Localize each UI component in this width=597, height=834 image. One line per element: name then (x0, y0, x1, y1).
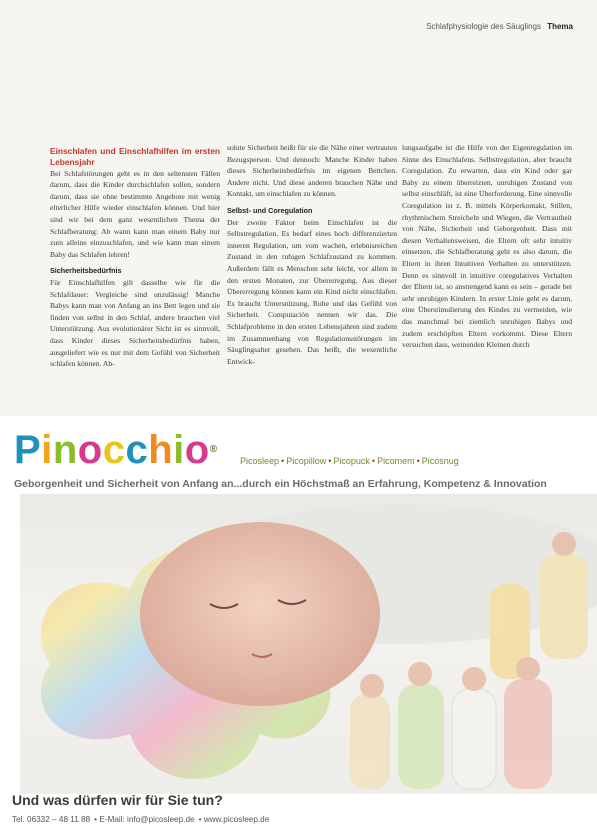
subheading-coregulation: Selbst- und Coregulation (227, 205, 313, 215)
logo-letter: o (77, 428, 103, 472)
contact-info: Tel. 06332 – 48 11 88 • E-Mail: info@picosleep.de • www.picosleep.de (12, 815, 270, 824)
paragraph: lungsaufgabe ist die Hilfe von der Eigenregulation im Sinne des Einschlafens. Selbstregulation, aber braucht Coregulation. Zu erwarten, dass ein Kind oder gar Baby zu einem überreizten, unruhigen Zustand von selbst einschläft, ist eine Überforderung. Eine sinnvolle Coregulation ist z. B. mittels Körperkontakt, Stillen, rhythmischem Streicheln und Wiegen, die Vertrautheit von Nähe, Sicherheit und Geborgenheit. Dass mit diesen Verhaltensweisen, die Eltern oft sehr intuitiv einsetzen, die Schlafberatung geht es also darum, die Eltern in ihren Intuitiven Verhalten zu unterstützen. Denn es sinnvoll in intuitive coregulatives Verhalten der Eltern ist, so anstrengend kann es sein – gerade bei sehr unruhigen Kindern. In erster Linie geht es darum, eine Überstimulierung des Kindes zu vermeiden, wie das manchmal bei ziemlich unruhigen Babys und zudem erschöpften Eltern vorkommt. Diese Eltern versuchen dass, weinenden Kleinen durch (402, 143, 572, 350)
registered-mark: ® (209, 444, 218, 455)
running-head-label: Thema (547, 22, 573, 31)
article-column-2 (227, 142, 397, 367)
baby-head (140, 522, 380, 706)
paragraph: Der zweite Faktor beim Einschlafen ist die Selbstregulation. Es bedarf eines hoch differenzierten inneren Regulation, um vom wachen, erlebnisreichen Zustand in den ruhigen Schlafzustand zu kommen. Außerdem fällt es Menschen sehr leicht, vor allem in den ersten Monaten, zur Übererregung. Aus dieser Übererregung können kann ein Kind nicht einschlafen. Es braucht Unterstützung, Ruhe und das Gefühl von Sicherheit. Computación nennen wir das. Die Schlafprobleme in den ersten Lebensjahren sind zudem im Zusammenhang von Regulationsstörungen im Säuglingsalter gesehen. Das heißt, die wesentliche Entwick- (227, 217, 397, 366)
running-head-section: Schlafphysiologie des Säuglings (426, 22, 541, 31)
logo-letter: i (41, 428, 53, 472)
product-name: Picosnug (421, 456, 459, 466)
product-name: Picomem (377, 456, 415, 466)
separator-dot: • (328, 456, 332, 466)
section-heading-einschlafen: Einschlafen und Einschlafhilfen im ersten Lebensjahr (50, 146, 220, 167)
product-list (240, 456, 459, 466)
logo-letter: P (14, 428, 42, 472)
product-name: Picopuck (333, 456, 370, 466)
logo-letter: h (148, 428, 174, 472)
paragraph: solute Sicherheit heißt für sie die Nähe einer vertrauten Bezugsperson. Und dennoch: Manche Kinder haben dieses Sicherheitsbedürfnis im eigenen Bettchen. Andere nicht. Und diese anderen brauchen Nähe und Kontakt, um einschlafen zu können. (227, 143, 397, 199)
logo-letter: o (184, 428, 210, 472)
paragraph: Für Einschlafhilfen gilt dasselbe wie für die Schlafdauer: Vergleiche sind unzulässig! Manche Babys kann man von Anfang an ins Bett legen und sie finden von selbst in den Schlaf, andere brauchen viel Unterstützung. Aus evolutionärer Sicht ist es sinnvoll, dass Kinder dieses Sicherheitsbedürfnis haben, ausgeliefert wie es nur mit dem Gefühl von Sicherheit schlafen können. Ab- (50, 277, 220, 369)
paragraph: Bei Schlafstörungen geht es in den seltensten Fällen darum, dass die Kinder durchschlafen sollen, sondern darum, dass sie ohne bestimmte Angebote mit wenig elterlicher Hilfe wieder einschlafen können. Und hier sind wir bei dem ganz wesentlichen Thema der Schlafberatung: Ab wann kann man einem Baby nur zum alleine einzuschlafen, und wie kann man einem Baby das Schlafen lehren! (50, 168, 220, 259)
product-name: Picosleep (240, 456, 280, 466)
running-head (426, 22, 573, 31)
separator-dot: • (281, 456, 285, 466)
subheading-sicherheitsbeduerfnis: Sicherheitsbedürfnis (50, 266, 122, 276)
article-column-3 (402, 142, 572, 351)
phone-number[interactable]: Tel. 06332 – 48 11 88 (12, 815, 91, 824)
advertisement-pinocchio (0, 416, 597, 834)
separator-dot: • (416, 456, 420, 466)
logo-letter: i (173, 428, 185, 472)
product-name: Picopillow (286, 456, 327, 466)
ad-slogan: Und was dürfen wir für Sie tun? (12, 792, 223, 808)
brand-logo[interactable] (14, 426, 218, 474)
logo-letter: n (52, 428, 78, 472)
baby-photo-illustration (20, 494, 597, 794)
article-column-1 (50, 146, 220, 370)
email-link[interactable]: E-Mail: info@picosleep.de (99, 815, 195, 824)
website-link[interactable]: www.picosleep.de (203, 815, 270, 824)
separator-dot: • (371, 456, 376, 466)
logo-letter: c (125, 428, 149, 472)
ad-tagline: Geborgenheit und Sicherheit von Anfang an...durch ein Höchstmaß an Erfahrung, Kompetenz & Innovation (14, 478, 547, 490)
logo-letter: c (102, 428, 126, 472)
